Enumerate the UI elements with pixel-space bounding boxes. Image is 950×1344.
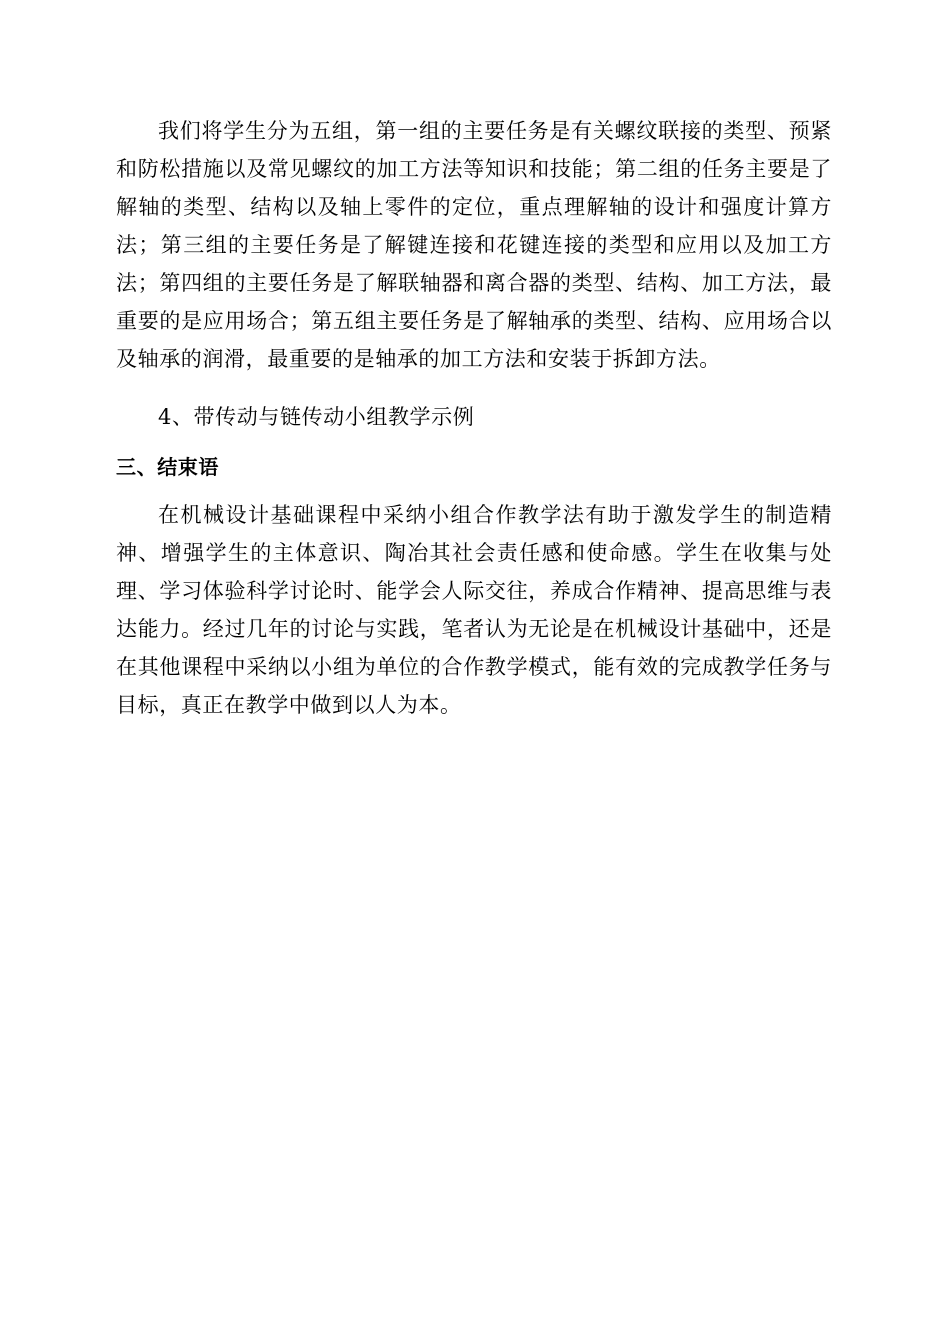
document-page xyxy=(116,112,832,724)
section-heading-conclusion: 三、结束语 xyxy=(116,455,219,479)
paragraph-conclusion: 在机械设计基础课程中采纳小组合作教学法有助于激发学生的制造精神、增强学生的主体意识、陶冶其社会责任感和使命感。学生在收集与处理、学习体验科学讨论时、能学会人际交往，养成合作精神、提高思维与表达能力。经过几年的讨论与实践，笔者认为无论是在机械设计基础中，还是在其他课程中采纳以小组为单位的合作教学模式，能有效的完成教学任务与目标，真正在教学中做到以人为本。 xyxy=(116,503,832,717)
subheading-belt-chain-example: 4、带传动与链传动小组教学示例 xyxy=(158,405,475,429)
paragraph-group-tasks: 我们将学生分为五组，第一组的主要任务是有关螺纹联接的类型、预紧和防松措施以及常见螺纹的加工方法等知识和技能；第二组的任务主要是了解轴的类型、结构以及轴上零件的定位，重点理解轴的设计和强度计算方法；第三组的主要任务是了解键连接和花键连接的类型和应用以及加工方法；第四组的主要任务是了解联轴器和离合器的类型、结构、加工方法，最重要的是应用场合；第五组主要任务是了解轴承的类型、结构、应用场合以及轴承的润滑，最重要的是轴承的加工方法和安装于拆卸方法。 xyxy=(116,119,832,371)
